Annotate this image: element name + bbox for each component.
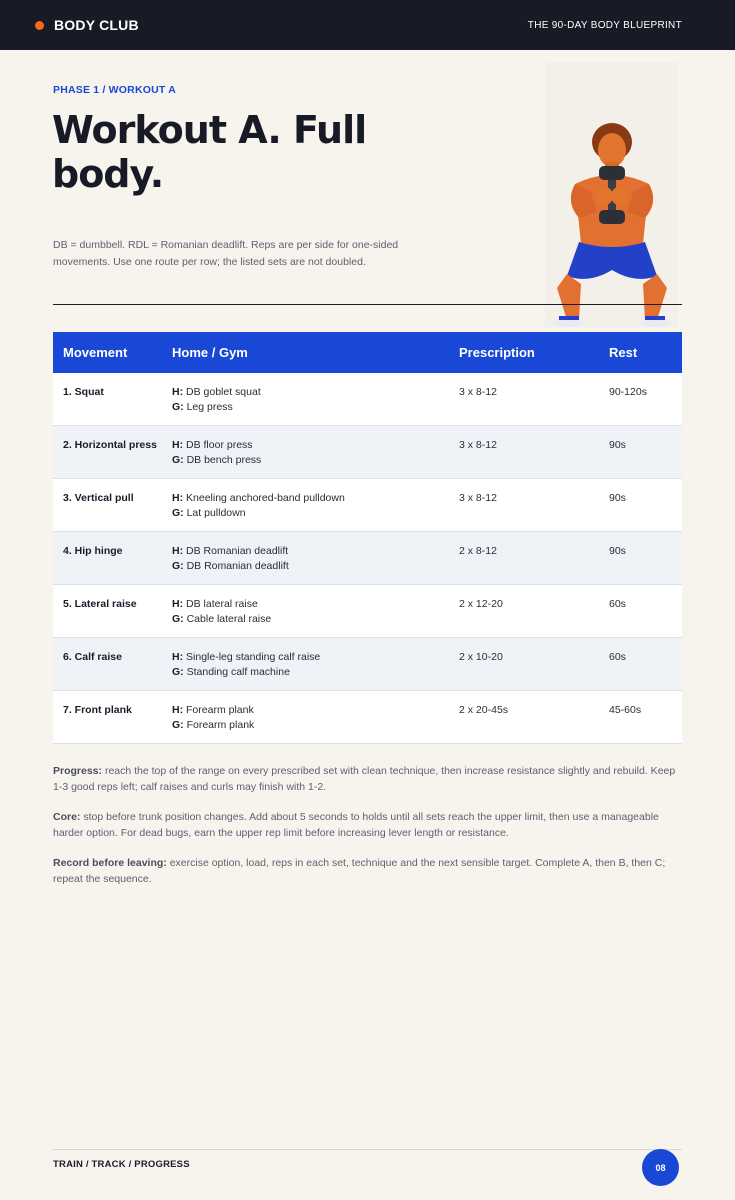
footer-divider	[53, 1149, 682, 1150]
prescription-cell: 2 x 12-20	[459, 598, 503, 610]
gym-option: G: DB bench press	[172, 453, 262, 466]
progress-note: Progress: reach the top of the range on every prescribed set with clean technique, then increase resistance slightly and rebuild. Keep 1-3 good reps left; calf raises and curls may finish with 1-2.	[53, 765, 676, 793]
home-option: H: DB goblet squat	[172, 386, 261, 398]
brand-dot-icon	[35, 21, 44, 30]
table-row	[53, 638, 682, 691]
table-row	[53, 479, 682, 532]
table-row	[53, 426, 682, 479]
home-option: H: DB Romanian deadlift	[172, 545, 289, 557]
movement-cell: 4. Hip hinge	[63, 545, 123, 557]
home-option: H: Forearm plank	[172, 704, 254, 716]
options-cell	[172, 597, 459, 637]
options-cell	[172, 703, 459, 743]
movement-cell: 6. Calf raise	[63, 651, 122, 663]
header-rest: Rest	[609, 345, 638, 360]
gym-option: G: Cable lateral raise	[172, 612, 272, 625]
prescription-cell: 2 x 8-12	[459, 545, 497, 557]
movement-cell: 7. Front plank	[63, 704, 132, 716]
home-option: H: DB lateral raise	[172, 598, 258, 610]
core-note: Core: stop before trunk position changes. Add about 5 seconds to holds until all sets reach the upper limit, then use a manageable harder option. For dead bugs, earn the upper rep limit before increasing lever length or resistance.	[53, 811, 659, 839]
intro-text: DB = dumbbell. RDL = Romanian deadlift. Reps are per side for one-sided movements. Use one route per row; the listed sets are not doubled.	[53, 239, 399, 268]
options-cell	[172, 438, 459, 478]
header-home-gym: Home / Gym	[172, 345, 248, 360]
movement-cell: 2. Horizontal press	[63, 439, 157, 451]
record-note: Record before leaving: exercise option, load, reps in each set, technique and the next sensible target. Complete A, then B, then C; repeat the sequence.	[53, 857, 666, 885]
movement-cell: 3. Vertical pull	[63, 492, 134, 504]
rest-cell: 90s	[609, 492, 626, 504]
page-title: Workout A. Full body.	[52, 108, 367, 196]
rest-cell: 90-120s	[609, 386, 647, 398]
prescription-cell: 3 x 8-12	[459, 439, 497, 451]
gym-option: G: Leg press	[172, 400, 233, 413]
home-option: H: DB floor press	[172, 439, 253, 451]
notes	[53, 764, 685, 902]
athlete-goblet-squat-icon	[545, 62, 678, 327]
movement-cell: 1. Squat	[63, 386, 104, 398]
options-cell	[172, 544, 459, 584]
home-option: H: Kneeling anchored-band pulldown	[172, 492, 345, 504]
prescription-cell: 2 x 10-20	[459, 651, 503, 663]
movement-cell: 5. Lateral raise	[63, 598, 137, 610]
footer-tagline: TRAIN / TRACK / PROGRESS	[53, 1159, 190, 1170]
table-row	[53, 691, 682, 744]
page-number-badge: 08	[642, 1149, 679, 1186]
gym-option: G: Lat pulldown	[172, 506, 246, 519]
gym-option: G: Forearm plank	[172, 718, 255, 731]
table-row	[53, 532, 682, 585]
prescription-cell: 3 x 8-12	[459, 492, 497, 504]
options-cell	[172, 650, 459, 690]
gym-option: G: DB Romanian deadlift	[172, 559, 289, 572]
top-bar	[0, 0, 735, 50]
rest-cell: 90s	[609, 439, 626, 451]
header-prescription: Prescription	[459, 345, 535, 360]
table-row	[53, 585, 682, 638]
brand	[35, 17, 139, 33]
workout-table	[53, 332, 682, 744]
rest-cell: 60s	[609, 651, 626, 663]
brand-name: BODY CLUB	[54, 17, 139, 33]
options-cell	[172, 385, 459, 425]
header-movement: Movement	[63, 345, 128, 360]
home-option: H: Single-leg standing calf raise	[172, 651, 321, 663]
series-title: THE 90-DAY BODY BLUEPRINT	[527, 19, 682, 31]
divider	[53, 304, 682, 305]
rest-cell: 60s	[609, 598, 626, 610]
section-kicker: PHASE 1 / WORKOUT A	[53, 84, 177, 96]
table-header	[53, 332, 682, 373]
gym-option: G: Standing calf machine	[172, 665, 290, 678]
rest-cell: 90s	[609, 545, 626, 557]
options-cell	[172, 491, 459, 531]
prescription-cell: 3 x 8-12	[459, 386, 497, 398]
prescription-cell: 2 x 20-45s	[459, 704, 509, 716]
rest-cell: 45-60s	[609, 704, 642, 716]
table-row	[53, 373, 682, 426]
